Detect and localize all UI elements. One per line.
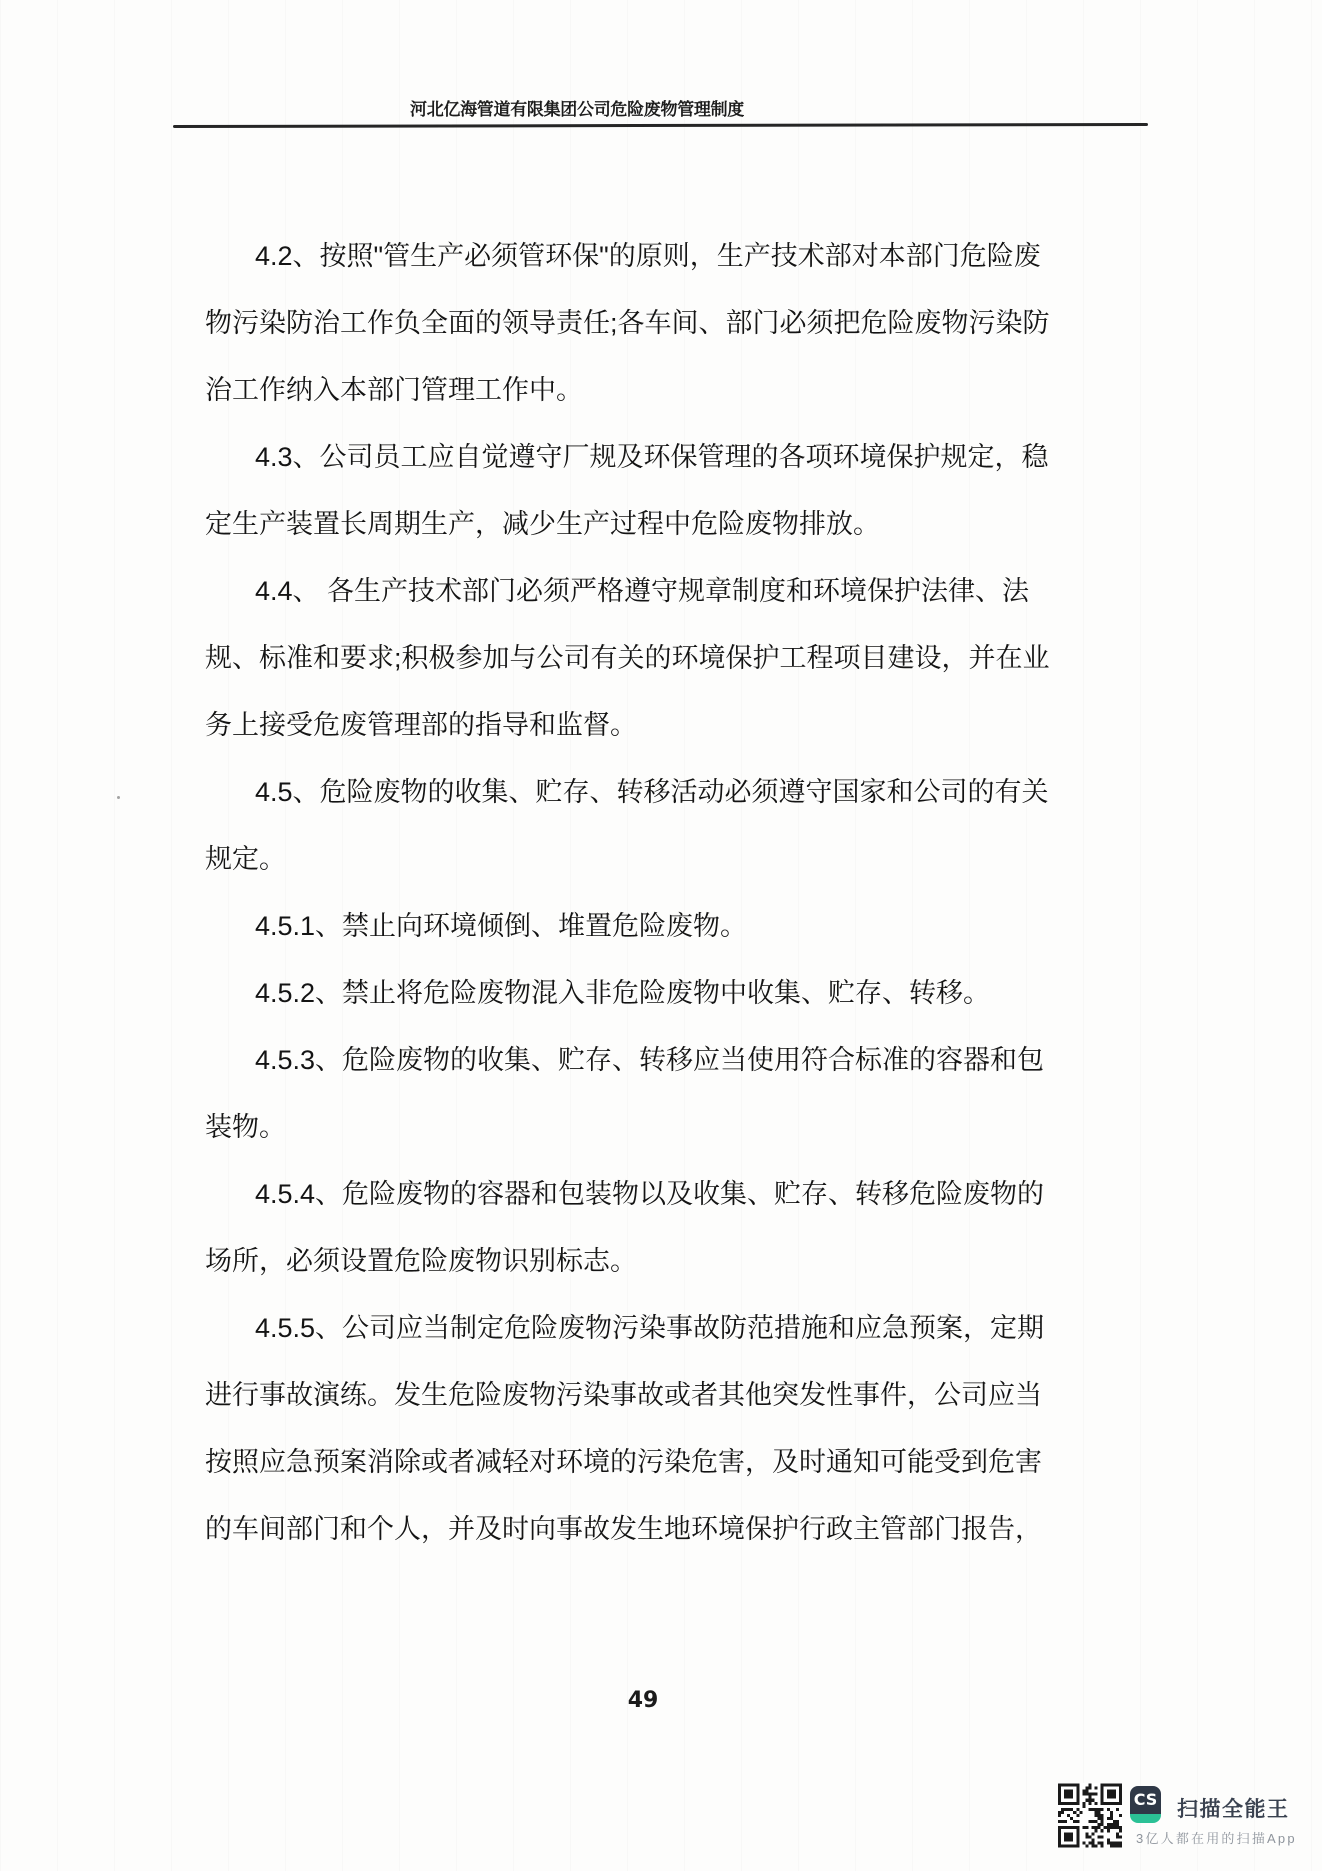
text-line: 物污染防治工作负全面的领导责任;各车间、部门必须把危险废物污染防 [205,308,1050,338]
text-line: 规定。 [205,844,286,874]
text-line: 4.5.4、危险废物的容器和包装物以及收集、贮存、转移危险废物的 [255,1179,1045,1209]
text-line: 按照应急预案消除或者减轻对环境的污染危害，及时通知可能受到危害 [205,1447,1042,1477]
page-number: 49 [627,1688,659,1713]
header-title: 河北亿海管道有限集团公司危险废物管理制度 [410,100,744,119]
text-line: 4.2、按照"管生产必须管环保"的原则，生产技术部对本部门危险废 [255,241,1041,271]
header-rule [173,123,1148,128]
camscanner-watermark [1050,1780,1310,1860]
text-line: 务上接受危废管理部的指导和监督。 [205,710,637,740]
text-line: 装物。 [205,1112,286,1142]
text-line: 4.5.1、禁止向环境倾倒、堆置危险废物。 [255,911,748,941]
text-line: 4.5、危险废物的收集、贮存、转移活动必须遵守国家和公司的有关 [255,777,1049,807]
text-line: 4.4、 各生产技术部门必须严格遵守规章制度和环境保护法律、法 [255,576,1030,606]
text-line: 的车间部门和个人，并及时向事故发生地环境保护行政主管部门报告， [205,1514,1042,1544]
text-line: 规、标准和要求;积极参加与公司有关的环境保护工程项目建设，并在业 [205,643,1050,673]
text-line: 4.3、公司员工应自觉遵守厂规及环保管理的各项环境保护规定，稳 [255,442,1049,472]
scan-artifact-dot [117,796,120,799]
text-line: 定生产装置长周期生产，减少生产过程中危险废物排放。 [205,509,880,539]
text-line: 4.5.2、禁止将危险废物混入非危险废物中收集、贮存、转移。 [255,978,991,1008]
text-line: 治工作纳入本部门管理工作中。 [205,375,583,405]
camscanner-logo-icon [1130,1786,1161,1823]
text-line: 场所，必须设置危险废物识别标志。 [205,1246,637,1276]
text-line: 进行事故演练。发生危险废物污染事故或者其他突发性事件，公司应当 [205,1380,1042,1410]
camscanner-tagline: 3亿人都在用的扫描App [1136,1831,1297,1846]
camscanner-logo-text: CS [1133,1790,1158,1809]
camscanner-app-name: 扫描全能王 [1177,1798,1290,1821]
text-line: 4.5.5、公司应当制定危险废物污染事故防范措施和应急预案，定期 [255,1313,1045,1343]
qr-code-icon [1058,1783,1122,1848]
text-line: 4.5.3、危险废物的收集、贮存、转移应当使用符合标准的容器和包 [255,1045,1045,1075]
body-lines [205,223,1085,1563]
